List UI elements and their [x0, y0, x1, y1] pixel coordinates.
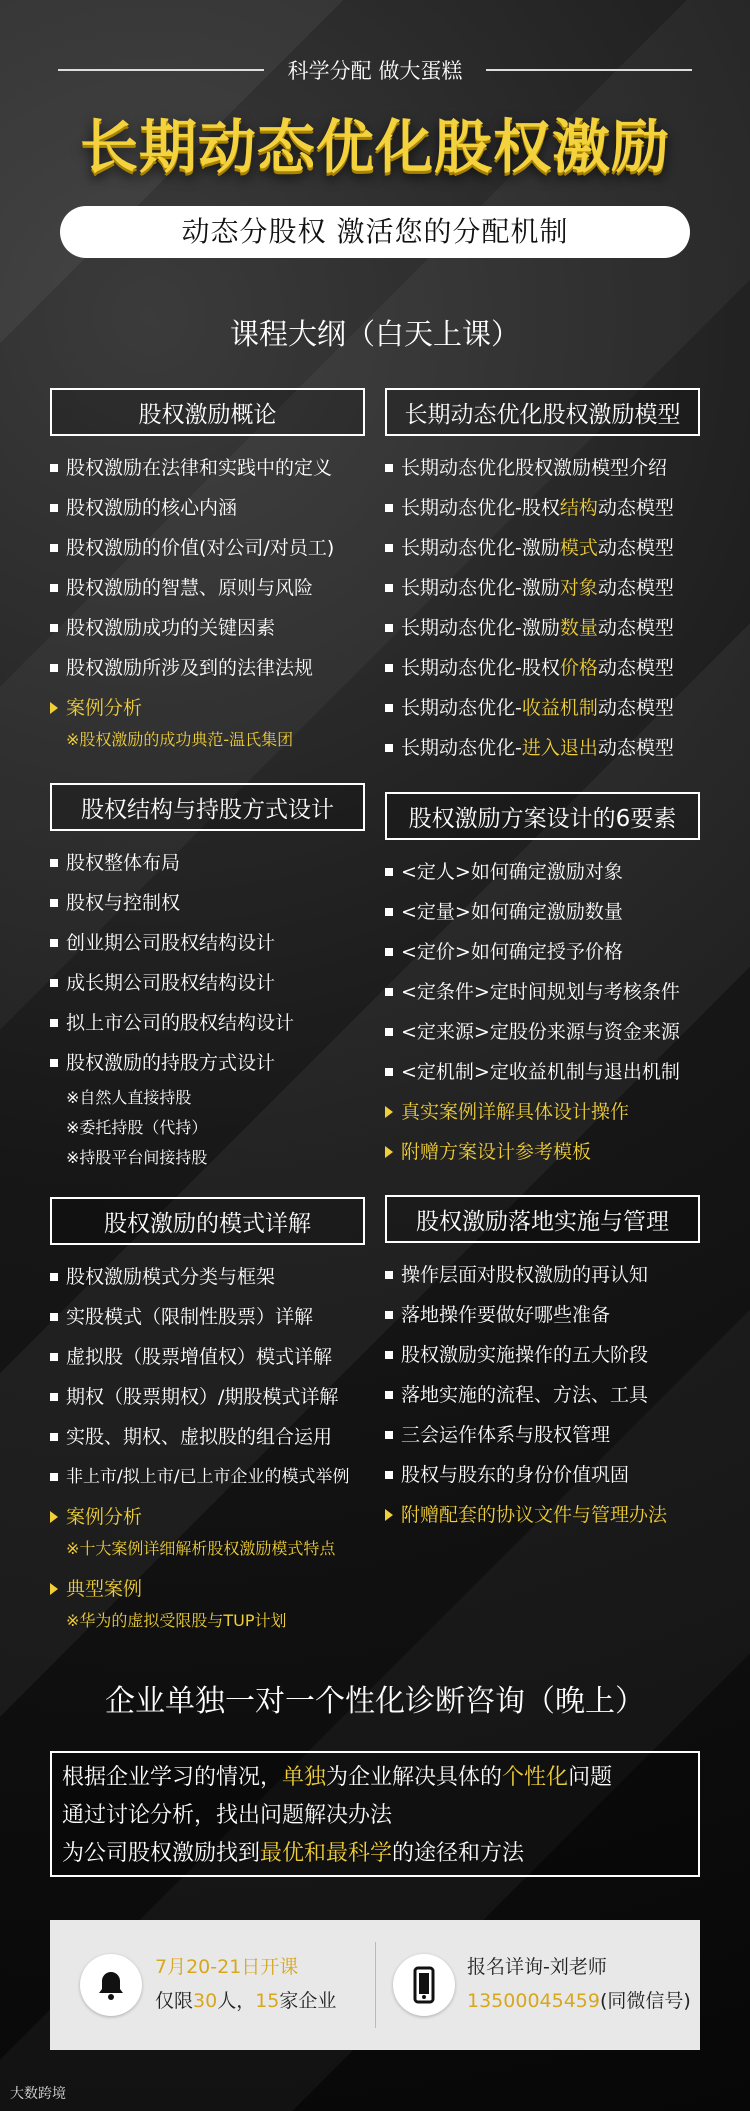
case-note: ※股权激励的成功典范-温氏集团 [66, 730, 294, 749]
extra-item: 附赠配套的协议文件与管理办法 [385, 1495, 700, 1535]
section-title: 股权激励方案设计的6要素 [385, 792, 700, 840]
note-item: ※委托持股（代持） [66, 1118, 208, 1137]
tagline-row [58, 58, 692, 82]
list-item: 实股、期权、虚拟股的组合运用 [50, 1417, 365, 1457]
diagnosis-title: 企业单独一对一个性化诊断咨询（晚上） [105, 1684, 645, 1719]
list-item: 虚拟股（股票增值权）模式详解 [50, 1337, 365, 1377]
list-item: 股权与控制权 [50, 883, 365, 923]
list-item: 股权激励在法律和实践中的定义 [50, 448, 365, 488]
list-item: <定人>如何确定激励对象 [385, 852, 700, 892]
list-item: 股权激励所涉及到的法律法规 [50, 648, 365, 688]
list-item: 股权激励实施操作的五大阶段 [385, 1335, 700, 1375]
diagnosis-line-3: 为公司股权激励找到最优和最科学的途径和方法 [62, 1841, 525, 1866]
note-item: ※自然人直接持股 [66, 1088, 192, 1107]
list-item: 长期动态优化股权激励模型介绍 [385, 448, 700, 488]
list-item: 长期动态优化-进入退出动态模型 [385, 728, 700, 768]
section-title: 股权激励落地实施与管理 [385, 1195, 700, 1243]
contact-phone-line: 13500045459(同微信号) [467, 1990, 691, 2012]
left-section-modes [50, 1197, 365, 1633]
list-item: 实股模式（限制性股票）详解 [50, 1297, 365, 1337]
list-item: <定量>如何确定激励数量 [385, 892, 700, 932]
phone-number[interactable]: 13500045459 [467, 1990, 600, 2012]
item-list [50, 843, 365, 1173]
outline-title: 课程大纲（白天上课） [229, 317, 520, 351]
item-list [385, 448, 700, 768]
footer-panel [50, 1920, 700, 2050]
tagline: 科学分配 做大蛋糕 [287, 59, 463, 83]
list-item: 落地实施的流程、方法、工具 [385, 1375, 700, 1415]
list-item: 拟上市公司的股权结构设计 [50, 1003, 365, 1043]
course-info [155, 1950, 336, 2018]
list-item: 长期动态优化-激励模式动态模型 [385, 528, 700, 568]
list-item: 股权激励的智慧、原则与风险 [50, 568, 365, 608]
list-item: 股权整体布局 [50, 843, 365, 883]
list-item: 操作层面对股权激励的再认知 [385, 1255, 700, 1295]
list-item: 落地操作要做好哪些准备 [385, 1295, 700, 1335]
case-note: ※十大案例详细解析股权激励模式特点 [66, 1539, 336, 1558]
item-list [50, 448, 365, 752]
item-list [385, 1255, 700, 1535]
diagnosis-box [50, 1751, 700, 1877]
typical-case-note: ※华为的虚拟受限股与TUP计划 [66, 1611, 287, 1630]
list-item: 长期动态优化-激励对象动态模型 [385, 568, 700, 608]
right-section-implementation [385, 1195, 700, 1535]
section-title: 股权激励概论 [50, 388, 365, 436]
left-section-structure [50, 783, 365, 1173]
list-item: 期权（股票期权）/期股模式详解 [50, 1377, 365, 1417]
bell-icon [80, 1954, 142, 2016]
right-section-six-elements [385, 792, 700, 1172]
list-item: 股权激励的持股方式设计 [50, 1043, 365, 1083]
list-item: 股权激励模式分类与框架 [50, 1257, 365, 1297]
list-item: <定价>如何确定授予价格 [385, 932, 700, 972]
extra-item: 真实案例详解具体设计操作 [385, 1092, 700, 1132]
diagnosis-line-1: 根据企业学习的情况，单独为企业解决具体的个性化问题 [62, 1765, 613, 1790]
item-list [385, 852, 700, 1172]
typical-case-label: 典型案例 [50, 1569, 365, 1609]
phone-icon [393, 1954, 455, 2016]
left-section-overview [50, 388, 365, 752]
divider [375, 1942, 376, 2028]
case-label: 案例分析 [50, 688, 365, 728]
section-title: 股权激励的模式详解 [50, 1197, 365, 1245]
list-item: 股权激励的价值(对公司/对员工) [50, 528, 365, 568]
list-item: 长期动态优化-股权价格动态模型 [385, 648, 700, 688]
list-item: <定来源>定股份来源与资金来源 [385, 1012, 700, 1052]
main-title: 长期动态优化股权激励 [79, 113, 670, 181]
section-title: 股权结构与持股方式设计 [50, 783, 365, 831]
right-section-model [385, 388, 700, 768]
list-item: 非上市/拟上市/已上市企业的模式举例 [50, 1457, 365, 1497]
extra-item: 附赠方案设计参考模板 [385, 1132, 700, 1172]
list-item: 长期动态优化-股权结构动态模型 [385, 488, 700, 528]
watermark: 大数跨境 [10, 2086, 66, 2102]
course-date: 7月20-21日开课 [155, 1956, 299, 1978]
list-item: 股权激励成功的关键因素 [50, 608, 365, 648]
list-item: <定机制>定收益机制与退出机制 [385, 1052, 700, 1092]
list-item: 股权激励的核心内涵 [50, 488, 365, 528]
list-item: 股权与股东的身份价值巩固 [385, 1455, 700, 1495]
contact-info [467, 1950, 691, 2018]
list-item: 长期动态优化-收益机制动态模型 [385, 688, 700, 728]
list-item: <定条件>定时间规划与考核条件 [385, 972, 700, 1012]
list-item: 创业期公司股权结构设计 [50, 923, 365, 963]
course-limit: 仅限30人，15家企业 [155, 1990, 337, 2012]
diagnosis-line-2: 通过讨论分析，找出问题解决办法 [62, 1803, 393, 1828]
list-item: 成长期公司股权结构设计 [50, 963, 365, 1003]
note-item: ※持股平台间接持股 [66, 1148, 208, 1167]
item-list [50, 1257, 365, 1633]
contact-person: 报名详询-刘老师 [467, 1956, 607, 1978]
list-item: 三会运作体系与股权管理 [385, 1415, 700, 1455]
list-item: 长期动态优化-激励数量动态模型 [385, 608, 700, 648]
case-label: 案例分析 [50, 1497, 365, 1537]
section-title: 长期动态优化股权激励模型 [385, 388, 700, 436]
subtitle-pill: 动态分股权 激活您的分配机制 [60, 206, 690, 258]
